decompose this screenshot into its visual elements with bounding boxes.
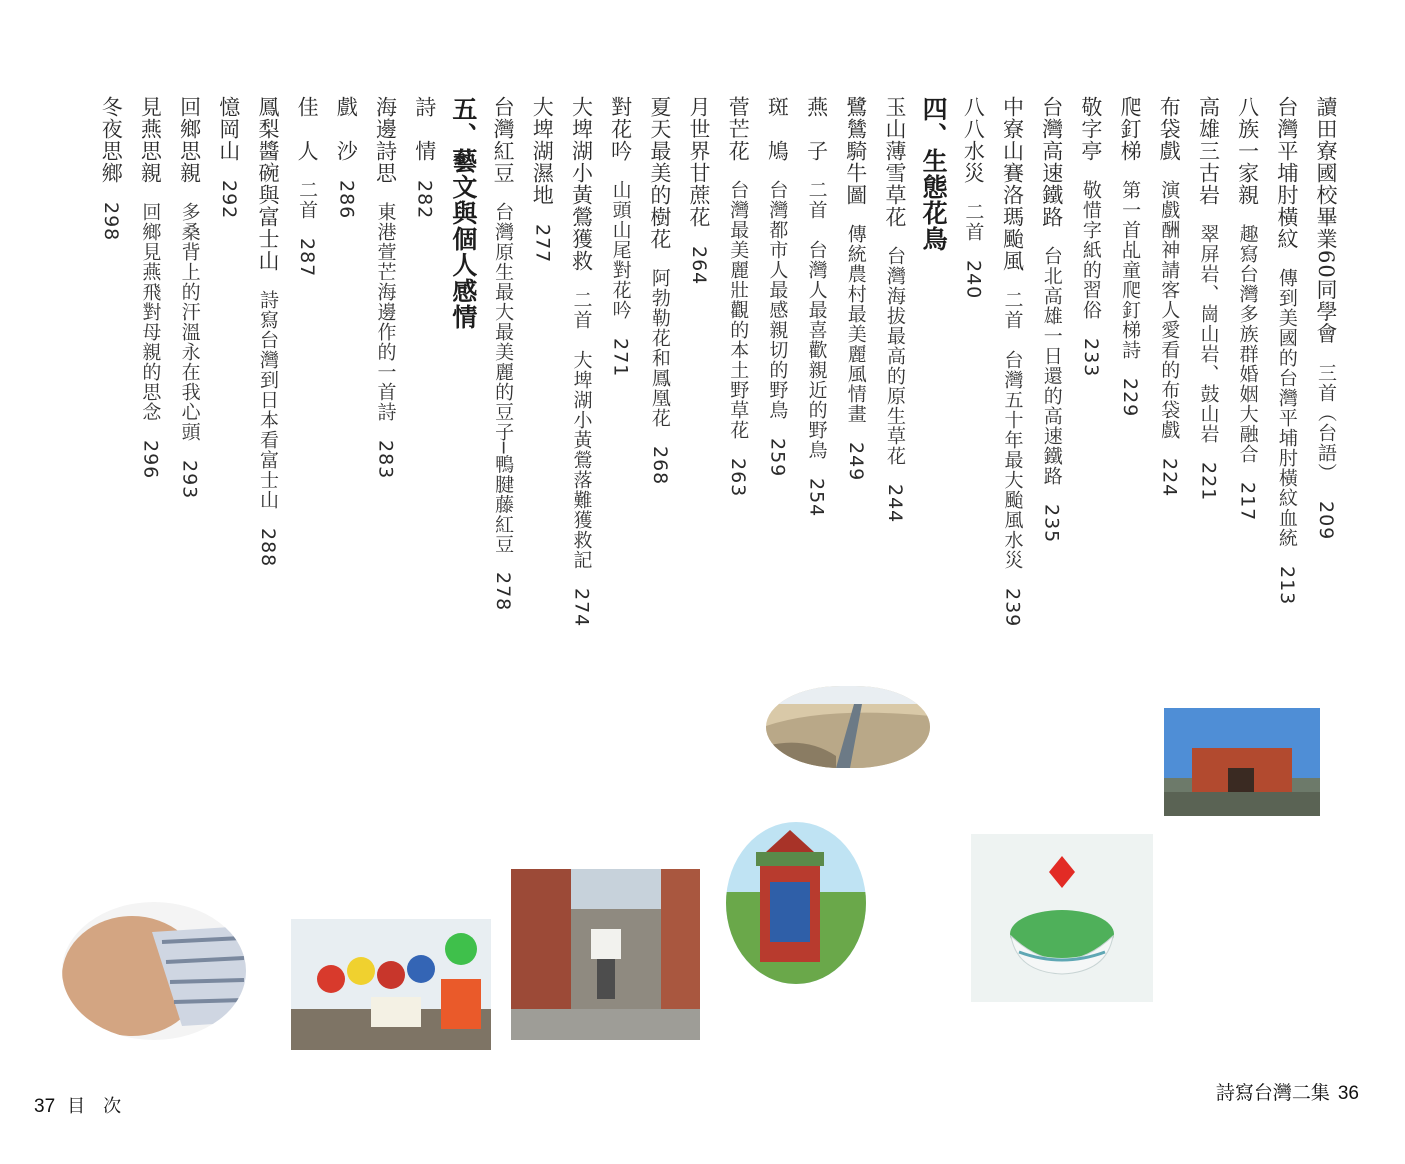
toc-entry-page: 278: [492, 572, 515, 612]
toc-entry: [757, 96, 796, 696]
toc-entry-description: 台灣最美麗壯觀的本土野草花: [727, 180, 750, 440]
toc-entry: [836, 96, 875, 696]
book-title: 詩寫台灣二集: [1215, 1082, 1330, 1104]
toc-entry-description: 二首: [962, 202, 985, 242]
toc-entry-page: 296: [139, 440, 162, 480]
toc-entry-title: 詩 情: [412, 96, 437, 162]
toc-entry: [1306, 96, 1345, 696]
toc-entry: [483, 96, 522, 696]
toc-entry: [1188, 96, 1227, 696]
toc-entry-page: 271: [609, 338, 632, 378]
contents-label: 目次: [67, 1096, 140, 1117]
toc-entry-title: 菅芒花: [726, 96, 751, 162]
toc-entry-page: 277: [531, 224, 554, 264]
toc-entry-description: 傳統農村最美麗風情畫: [844, 224, 867, 424]
toc-entry: [796, 96, 835, 696]
toc-entry: [1227, 96, 1266, 696]
photo-pagoda: [726, 822, 866, 984]
toc-entry-title: 夏天最美的樹花: [647, 96, 672, 250]
toc-section-heading: [914, 96, 953, 696]
toc-entry: [1032, 96, 1071, 696]
footer-right: [1216, 1078, 1359, 1105]
toc-entry: [600, 96, 639, 696]
toc-entry-title: 冬夜思鄉: [99, 96, 124, 184]
toc-entry-description: 多桑背上的汗溫永在我心頭: [178, 202, 201, 442]
toc-entry: [209, 96, 248, 696]
toc-entry-title: 燕 子: [804, 96, 829, 162]
toc-entry-description: 第一首乩童爬釘梯詩: [1119, 180, 1142, 360]
toc-entry-page: 268: [648, 446, 671, 486]
toc-entry-page: 213: [1275, 566, 1298, 606]
toc-entry-description: 演戲酬神請客人愛看的布袋戲: [1158, 180, 1181, 440]
toc-entry-title: 四、生態花鳥: [919, 96, 949, 252]
toc-entry-page: 264: [688, 246, 710, 286]
toc-entry: [992, 96, 1031, 696]
toc-entry-title: 大埤湖小黃鶯獲救: [569, 96, 594, 272]
toc-entry: [718, 96, 757, 696]
toc-entry-title: 海邊詩思: [373, 96, 398, 184]
toc-entry: [522, 96, 561, 696]
toc-entry: [1267, 96, 1306, 696]
toc-entry-page: 244: [883, 484, 906, 524]
toc-entry-title: 玉山薄雪草花: [882, 96, 907, 228]
page-number-left: 37: [34, 1096, 56, 1117]
toc-entry-page: 288: [256, 528, 279, 568]
toc-entry-page: 282: [413, 180, 436, 220]
toc-entry: [679, 96, 718, 696]
photo-bowl: [971, 834, 1153, 1002]
toc-entry-title: 戲 沙: [334, 96, 359, 162]
toc-entry-description: 東港萱芒海邊作的一首詩: [374, 202, 397, 422]
toc-entry-page: 286: [335, 180, 358, 220]
toc-entry-page: 217: [1236, 482, 1259, 522]
toc-entry-title: 見燕思親: [138, 96, 163, 184]
toc-entry-title: 八族一家親: [1235, 96, 1260, 206]
toc-entry-title: 五、藝文與個人感情: [448, 96, 478, 330]
toc-entry: [169, 96, 208, 696]
toc-entry-description: 二首: [296, 180, 319, 220]
photo-fort-gate: [1164, 708, 1320, 816]
toc-entry-description: 台灣原生最大最美麗的豆子─鴨腱藤紅豆: [492, 202, 515, 555]
toc-entry: [326, 96, 365, 696]
toc-entry-page: 235: [1040, 504, 1063, 544]
toc-entry-page: 274: [570, 588, 593, 628]
toc-entry-title: 八八水災: [961, 96, 986, 184]
toc-entry: [1110, 96, 1149, 696]
toc-entry: [405, 96, 444, 696]
toc-entry-description: 詩寫台灣到日本看富士山: [256, 290, 279, 510]
photo-brick-alley: [511, 869, 700, 1040]
toc-entry-description: 二首 台灣人最喜歡親近的野鳥: [805, 180, 828, 460]
toc-entry-title: 爬釘梯: [1118, 96, 1143, 162]
toc-entry-page: 224: [1158, 458, 1181, 498]
toc-entry-title: 台灣高速鐵路: [1039, 96, 1064, 228]
toc-entry-description: 山頭山尾對花吟: [609, 180, 632, 320]
toc-entry: [130, 96, 169, 696]
toc-entry: [91, 96, 130, 696]
toc-entry-description: 三首（台語）: [1315, 362, 1337, 483]
toc-entry-description: 趣寫台灣多族群婚姻大融合: [1236, 224, 1259, 464]
toc-entry-description: 二首 大埤湖小黃鶯落難獲救記: [570, 290, 593, 570]
footer-left: [34, 1092, 139, 1118]
toc-entry-page: 240: [962, 260, 985, 300]
toc-entry: [640, 96, 679, 696]
toc-entry-title: 鳳梨醬碗與富士山: [255, 96, 280, 272]
page-number-right: 36: [1337, 1083, 1359, 1104]
toc-entry-title: 高雄三古岩: [1196, 96, 1221, 206]
photo-hikers-group: [291, 919, 491, 1050]
toc-entry-title: 憶岡山: [216, 96, 241, 162]
toc-entry-description: 傳到美國的台灣平埔肘橫紋血統: [1275, 268, 1298, 548]
toc-entry-title: 敬字亭: [1078, 96, 1103, 162]
toc-entry-title: 中寮山賽洛瑪颱風: [1000, 96, 1025, 272]
toc-entry-title: 對花吟: [608, 96, 633, 162]
toc-entry-title: 布袋戲: [1157, 96, 1182, 162]
toc-entry: [561, 96, 600, 696]
toc-entry-page: 254: [805, 478, 828, 518]
toc-entry-page: 229: [1119, 378, 1142, 418]
toc-entry: [1071, 96, 1110, 696]
toc-entry: [875, 96, 914, 696]
photo-highspeed-rail: [766, 686, 930, 768]
toc-entry-description: 回鄉見燕飛對母親的思念: [139, 202, 162, 422]
toc-entry-page: 263: [727, 458, 750, 498]
toc-entry: [953, 96, 992, 696]
toc-entry-page: 233: [1079, 338, 1102, 378]
toc-entry: [365, 96, 404, 696]
toc-entry-page: 209: [1315, 500, 1337, 540]
toc-entry-title: 月世界甘蔗花: [687, 96, 711, 228]
toc-entry-title: 讀田寮國校畢業60同學會: [1314, 96, 1338, 345]
toc-entry-page: 283: [374, 440, 397, 480]
toc-entry-description: 阿勃勒花和鳳凰花: [648, 268, 671, 428]
toc-entry-title: 佳 人: [295, 96, 320, 162]
toc-entry: [1149, 96, 1188, 696]
toc-entry-description: 敬惜字紙的習俗: [1079, 180, 1102, 320]
toc-entry-page: 292: [217, 180, 240, 220]
toc-entry-description: 台灣海拔最高的原生草花: [883, 246, 906, 466]
toc-entry-title: 台灣紅豆: [491, 96, 516, 184]
photo-back-closeup: [62, 902, 246, 1040]
toc-entry: [248, 96, 287, 696]
toc-entry-page: 249: [844, 442, 867, 482]
toc-entry-page: 239: [1001, 588, 1024, 628]
toc-entry-title: 斑 鳩: [765, 96, 790, 162]
toc-entry-title: 大埤湖濕地: [530, 96, 555, 206]
toc-entry-description: 台北高雄一日還的高速鐵路: [1040, 246, 1063, 486]
toc-entry: [287, 96, 326, 696]
toc-entry-title: 台灣平埔肘橫紋: [1274, 96, 1299, 250]
toc-entry-page: 293: [178, 460, 201, 500]
toc-section-heading: [444, 96, 483, 696]
toc-entry-page: 221: [1197, 462, 1220, 502]
toc-entry-page: 259: [766, 438, 789, 478]
toc-entry-page: 298: [100, 202, 123, 242]
toc-entry-title: 鷺鷥騎牛圖: [843, 96, 868, 206]
toc-entry-page: 287: [296, 238, 319, 278]
toc-entry-description: 台灣都市人最感親切的野鳥: [766, 180, 789, 420]
table-of-contents: [60, 96, 1345, 696]
toc-entry-description: 二首 台灣五十年最大颱風水災: [1001, 290, 1024, 570]
toc-entry-title: 回鄉思親: [177, 96, 202, 184]
toc-entry-description: 翠屏岩、崗山岩、鼓山岩: [1197, 224, 1220, 444]
